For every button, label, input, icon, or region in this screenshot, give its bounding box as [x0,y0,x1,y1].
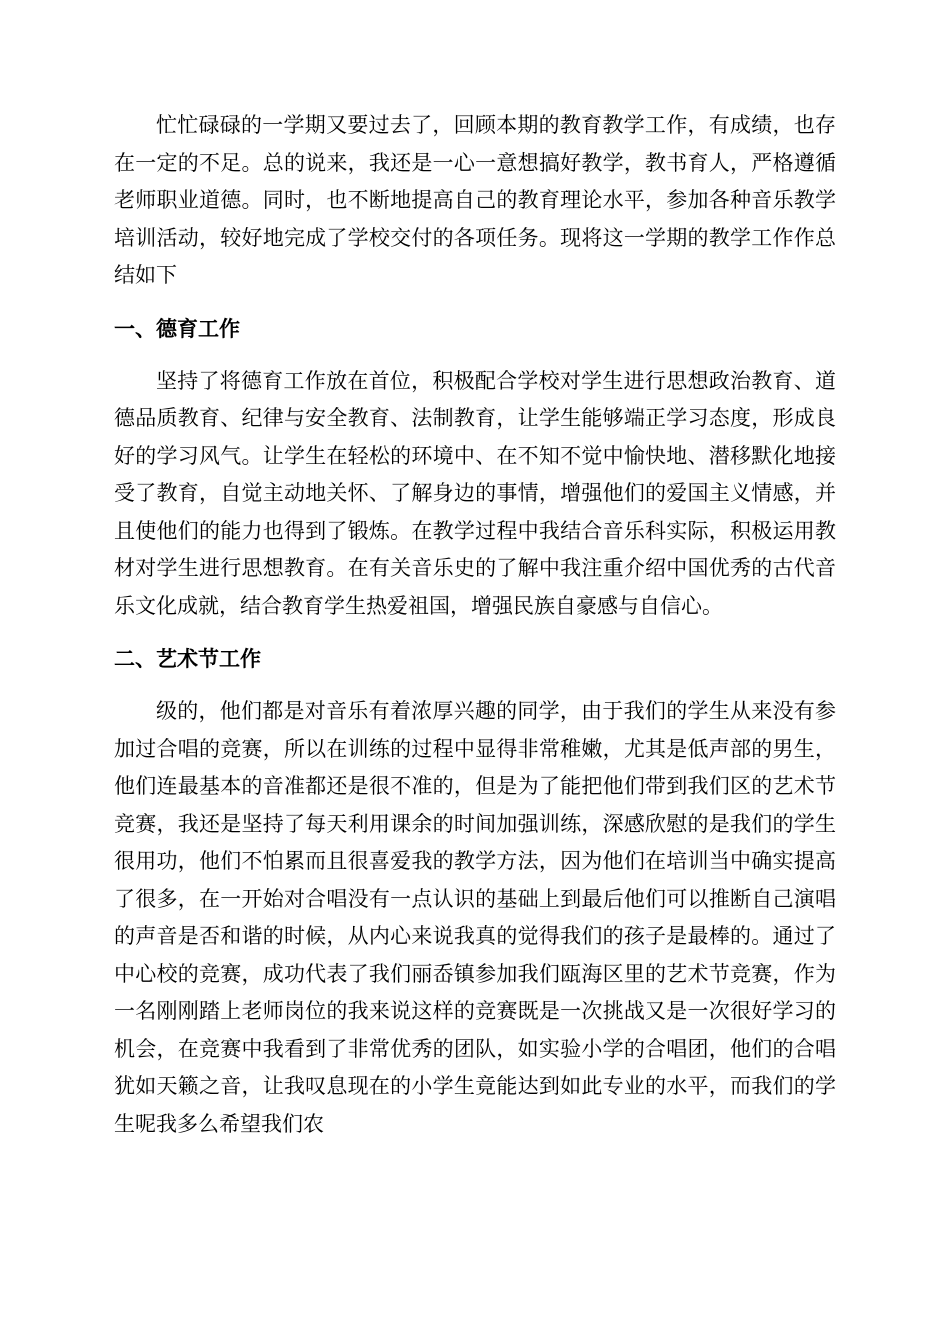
section-heading-art-festival: 二、艺术节工作 [114,647,261,671]
document-content [114,107,836,1143]
art-festival-paragraph: 级的，他们都是对音乐有着浓厚兴趣的同学，由于我们的学生从来没有参加过合唱的竞赛，所以在训练的过程中显得非常稚嫩，尤其是低声部的男生，他们连最基本的音准都还是很不准的，但是为了能把他们带到我们区的艺术节竞赛，我还是坚持了每天利用课余的时间加强训练，深感欣慰的是我们的学生很用功，他们不怕累而且很喜爱我的教学方法，因为他们在培训当中确实提高了很多，在一开始对合唱没有一点认识的基础上到最后他们可以推断自己演唱的声音是否和谐的时候，从内心来说我真的觉得我们的孩子是最棒的。通过了中心校的竞赛，成功代表了我们丽岙镇参加我们瓯海区里的艺术节竞赛，作为一名刚刚踏上老师岗位的我来说这样的竞赛既是一次挑战又是一次很好学习的机会，在竞赛中我看到了非常优秀的团队，如实验小学的合唱团，他们的合唱犹如天籁之音，让我叹息现在的小学生竟能达到如此专业的水平，而我们的学生呢我多么希望我们农 [114,699,836,1136]
moral-education-paragraph: 坚持了将德育工作放在首位，积极配合学校对学生进行思想政治教育、道德品质教育、纪律与安全教育、法制教育，让学生能够端正学习态度，形成良好的学习风气。让学生在轻松的环境中、在不知不觉中愉快地、潜移默化地接受了教育，自觉主动地关怀、了解身边的事情，增强他们的爱国主义情感，并且使他们的能力也得到了锻炼。在教学过程中我结合音乐科实际，积极运用教材对学生进行思想教育。在有关音乐史的了解中我注重介绍中国优秀的古代音乐文化成就，结合教育学生热爱祖国，增强民族自豪感与自信心。 [114,368,836,618]
intro-paragraph: 忙忙碌碌的一学期又要过去了，回顾本期的教育教学工作，有成绩，也存在一定的不足。总的说来，我还是一心一意想搞好教学，教书育人，严格遵循老师职业道德。同时，也不断地提高自己的教育理论水平，参加各种音乐教学培训活动，较好地完成了学校交付的各项任务。现将这一学期的教学工作作总结如下 [114,113,836,287]
section-heading-moral-education: 一、德育工作 [114,316,240,341]
